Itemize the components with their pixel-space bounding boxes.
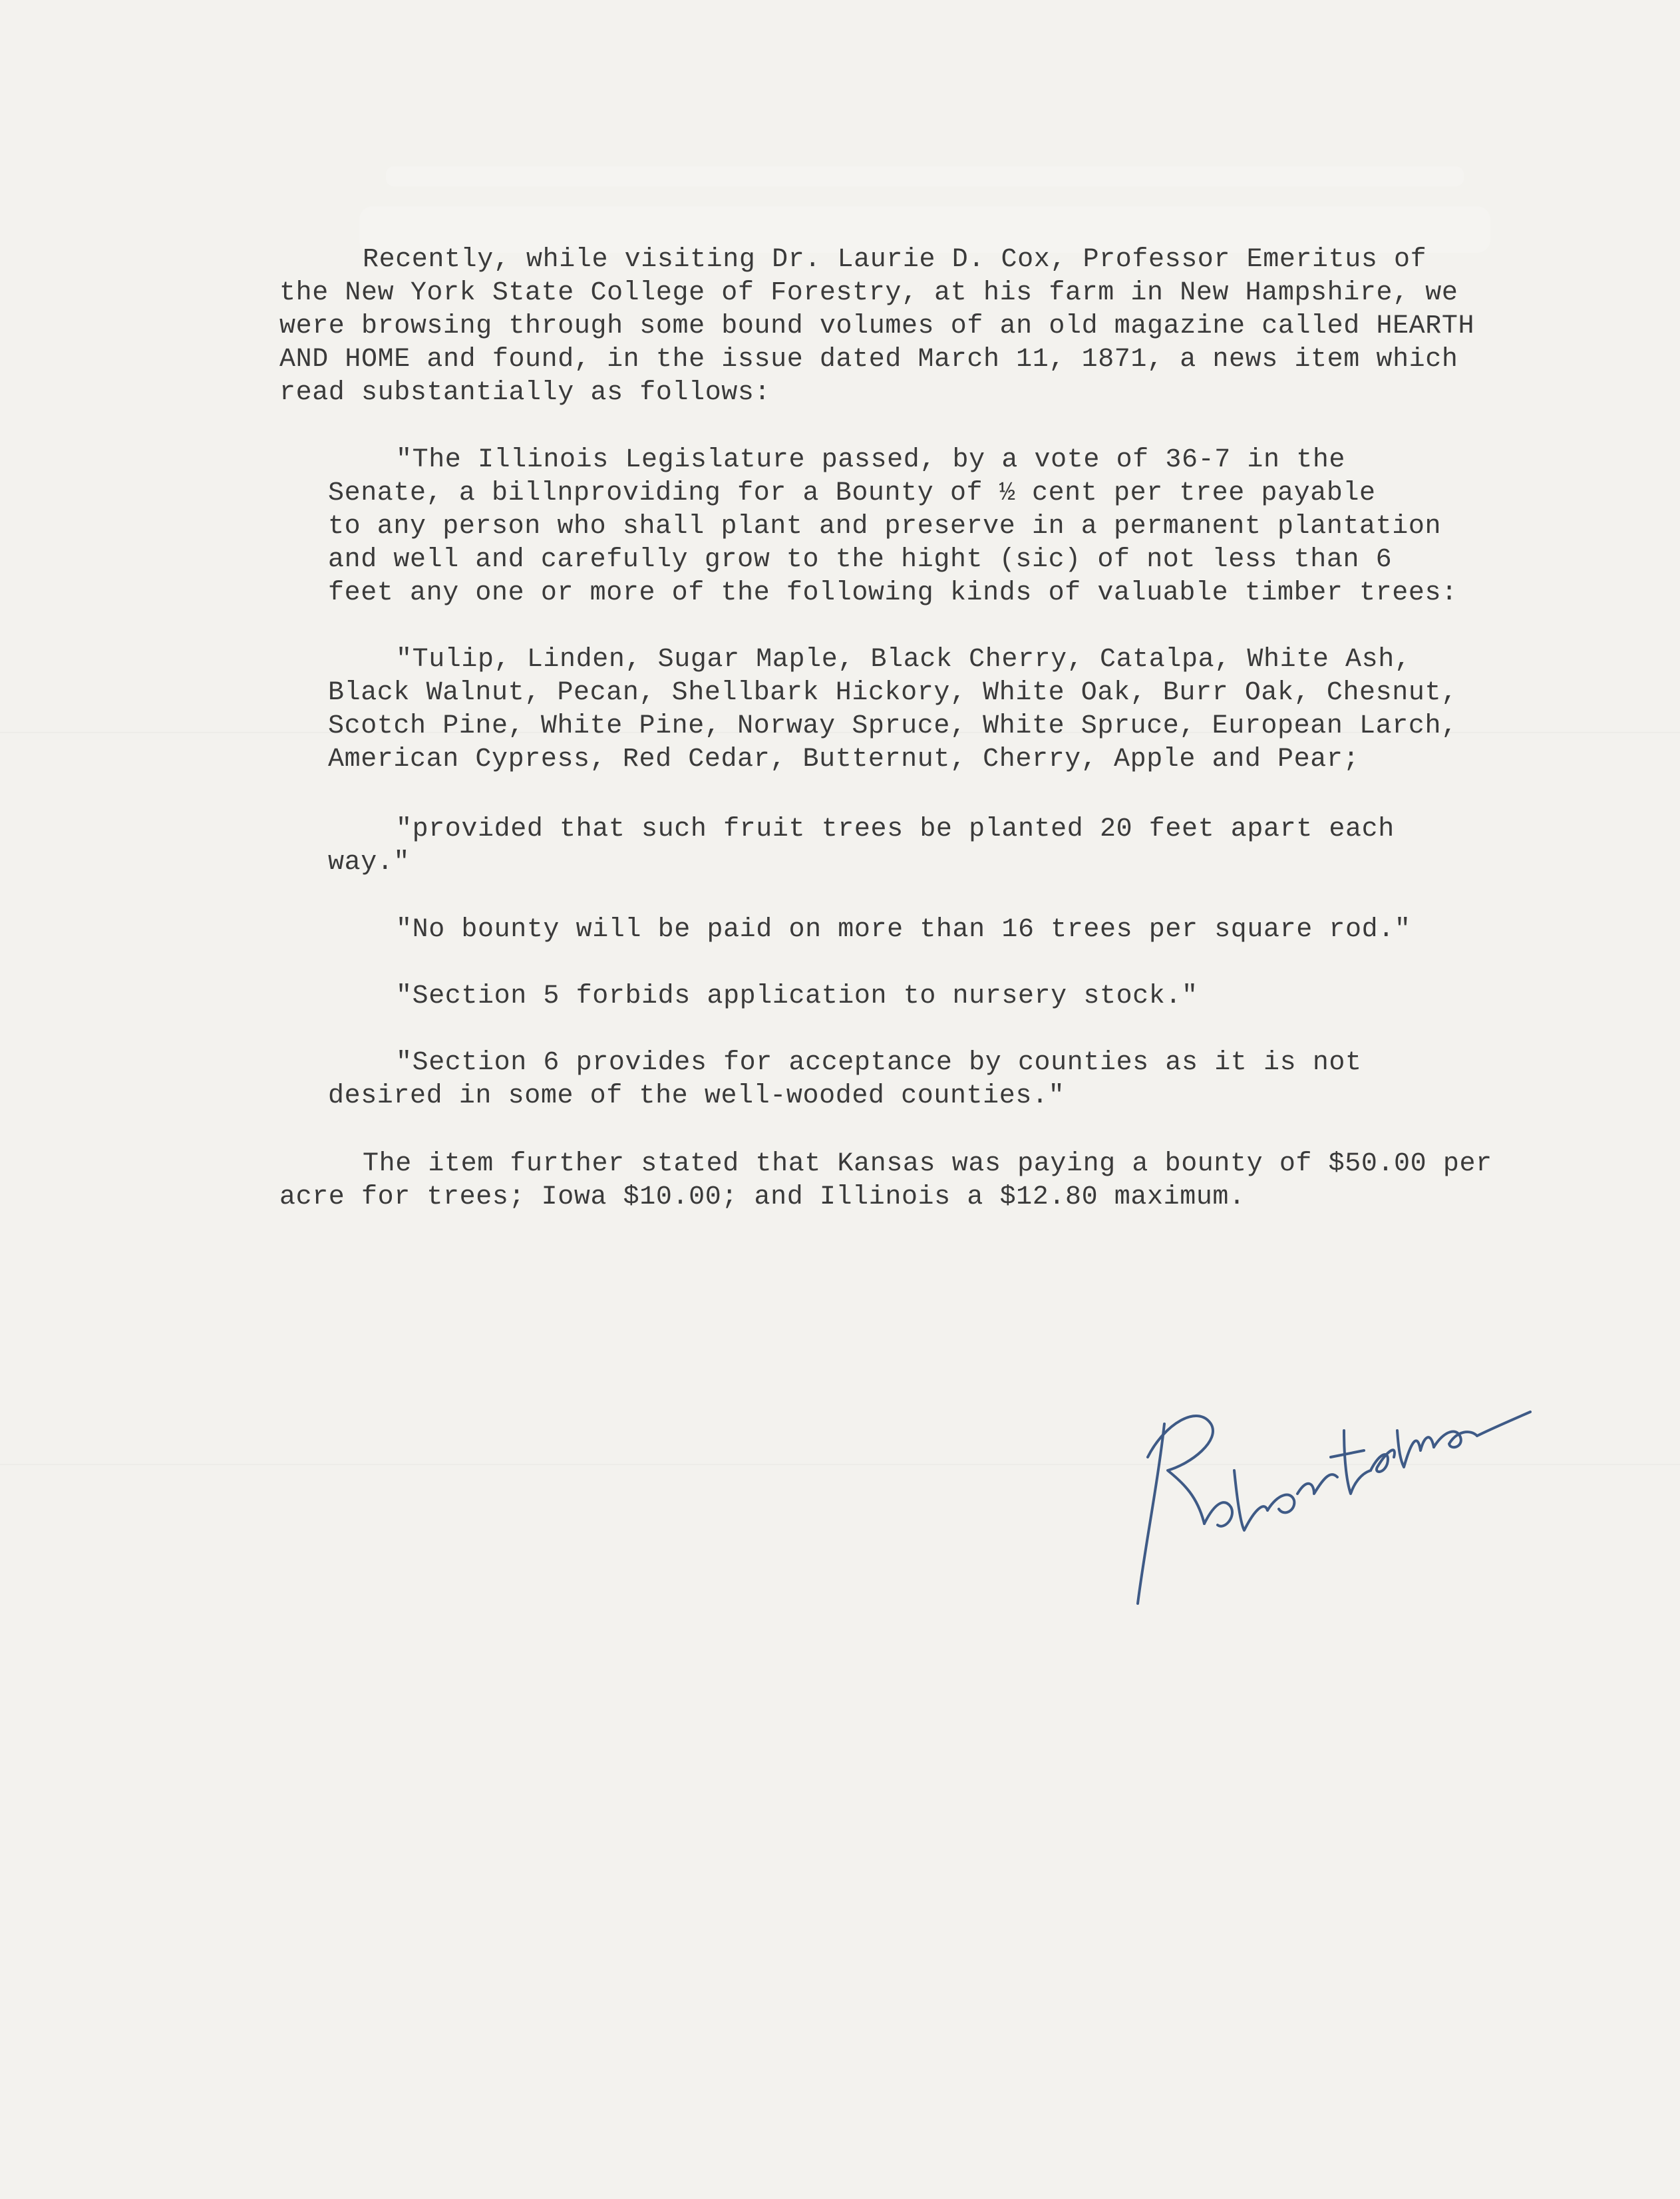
quote-line: Black Walnut, Pecan, Shellbark Hickory, White Oak, Burr Oak, Chesnut, <box>328 678 1458 708</box>
quote-line: desired in some of the well-wooded counties." <box>328 1081 1065 1111</box>
body-line: read substantially as follows: <box>279 378 771 408</box>
body-line: AND HOME and found, in the issue dated March 11, 1871, a news item which <box>279 345 1458 375</box>
quote-line: and well and carefully grow to the hight (sic) of not less than 6 <box>328 545 1393 575</box>
quote-line: "Section 6 provides for acceptance by counties as it is not <box>396 1048 1362 1078</box>
quote-line: "provided that such fruit trees be planted 20 feet apart each <box>396 814 1395 844</box>
body-line: The item further stated that Kansas was paying a bounty of $50.00 per <box>363 1149 1492 1179</box>
quote-line: feet any one or more of the following kinds of valuable timber trees: <box>328 578 1458 608</box>
body-line: Recently, while visiting Dr. Laurie D. Cox, Professor Emeritus of <box>363 245 1427 275</box>
body-line: acre for trees; Iowa $10.00; and Illinois a $12.80 maximum. <box>279 1182 1246 1212</box>
quote-line: to any person who shall plant and preserve in a permanent plantation <box>328 512 1442 542</box>
quote-line: "Tulip, Linden, Sugar Maple, Black Cherry, Catalpa, White Ash, <box>396 645 1411 675</box>
handwritten-signature <box>1124 1351 1537 1630</box>
body-line: were browsing through some bound volumes of an old magazine called HEARTH <box>279 311 1475 341</box>
quote-line: "Section 5 forbids application to nursery stock." <box>396 981 1198 1011</box>
quote-line: "No bounty will be paid on more than 16 trees per square rod." <box>396 915 1411 945</box>
quote-line: way." <box>328 848 411 878</box>
quote-line: American Cypress, Red Cedar, Butternut, Cherry, Apple and Pear; <box>328 745 1360 774</box>
quote-line: Scotch Pine, White Pine, Norway Spruce, White Spruce, European Larch, <box>328 711 1458 741</box>
body-line: the New York State College of Forestry, at his farm in New Hampshire, we <box>279 278 1458 308</box>
quote-line: Senate, a billnproviding for a Bounty of ½ cent per tree payable <box>328 478 1376 508</box>
quote-line: "The Illinois Legislature passed, by a vote of 36-7 in the <box>396 445 1346 475</box>
